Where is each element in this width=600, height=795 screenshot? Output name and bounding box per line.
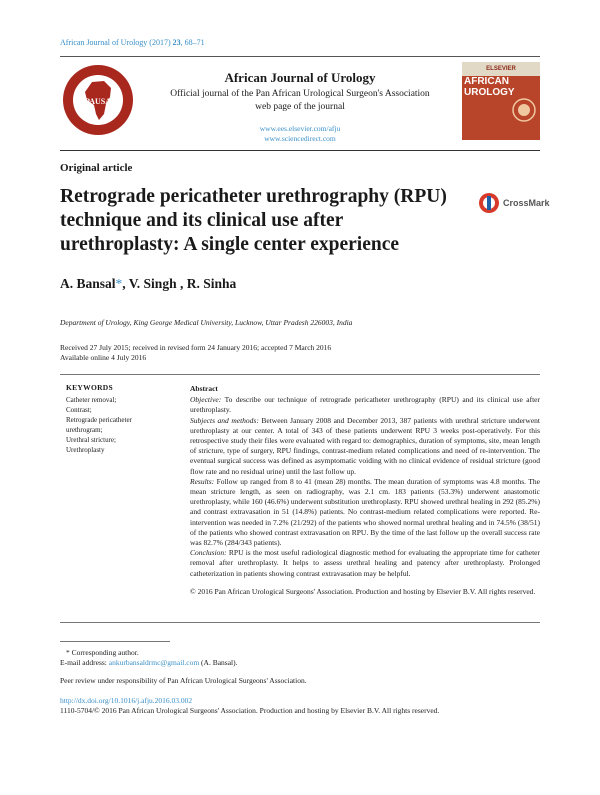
results-label: Results: [190,476,215,486]
cover-journal-name [464,76,538,98]
author-bansal: A. Bansal [60,276,116,291]
running-head-volume: 23 [172,38,181,47]
corresponding-mark[interactable]: * [115,276,123,291]
cover-name-line1: AFRICAN [464,76,509,87]
authors-rest: , V. Singh , R. Sinha [122,276,237,291]
subjects-label: Subjects and methods: [190,415,259,425]
corresponding-author: * Corresponding author. [66,648,139,657]
masthead-rule [60,150,540,151]
journal-subtitle-line2: web page of the journal [255,101,345,112]
email-label: E-mail address: [60,658,109,667]
conclusion-label: Conclusion: [190,548,227,558]
article-type: Original article [60,162,133,174]
footnote-rule [60,641,170,642]
objective-text: To describe our technique of retrograde pericatheter urethrography (RPU) and its clinical use after urethroplasty. [190,395,540,415]
issn-copyright: 1110-5704/© 2016 Pan African Urological Surgeons' Association. Production and hosting by Elsevier B.V. All rights reserved. [60,706,440,715]
email-line [60,658,238,668]
svg-text:PAUSA: PAUSA [84,97,112,106]
running-head [60,38,205,47]
keyword-item: Catheter removal; [66,396,117,404]
keywords-heading: KEYWORDS [66,383,113,392]
keyword-item: Contrast; [66,406,92,414]
conclusion-text: RPU is the most useful radiological diagnostic method for evaluating the appropriate time for catheter removal after urethroplasty. It helps to assess urethral healing and patency after urethroplasty. Prolonged catheterization in patients showing contrast extravasation may be helpful. [190,548,540,578]
journal-cover [462,62,540,140]
abstract-results [190,477,540,548]
society-logo [62,64,134,136]
keyword-item: Retrograde pericatheter [66,416,132,424]
email-suffix: (A. Bansal). [199,658,238,667]
cover-publisher: ELSEVIER [462,62,540,76]
running-head-pages: , 68–71 [180,38,205,47]
abstract-top-rule [60,374,540,375]
running-head-journal: African Journal of Urology (2017) [60,38,171,47]
link-ees[interactable]: www.ees.elsevier.com/afju [259,124,341,133]
abstract [190,384,540,597]
link-sciencedirect[interactable]: www.sciencedirect.com [264,134,336,143]
crossmark-icon [478,192,500,214]
dates-received: Received 27 July 2015; received in revised form 24 January 2016; accepted 7 March 2016 [60,343,332,352]
dates-online: Available online 4 July 2016 [60,353,147,362]
cover-emblem-icon [512,98,536,122]
journal-subtitle [150,88,450,113]
abstract-bottom-rule [60,622,540,623]
abstract-objective [190,395,540,415]
journal-links [150,124,450,144]
crossmark-badge[interactable] [478,192,550,214]
journal-title: African Journal of Urology [224,70,376,85]
cover-name-line2: UROLOGY [464,87,515,98]
article-title: Retrograde pericatheter urethrography (RPU) technique and its clinical use after urethroplasty: A single center experience [60,186,447,255]
abstract-conclusion [190,548,540,579]
abstract-heading: Abstract [190,384,218,393]
affiliation: Department of Urology, King George Medical University, Lucknow, Uttar Pradesh 226003, India [60,318,353,327]
results-text: Follow up ranged from 8 to 41 (mean 28) months. The mean duration of symptoms was 4.8 months. The mean stricture length, as seen on radiography, was 2.1 cm. 183 patients (53.3%) underwent anastomotic urethroplasty, while 160 (46.6%) underwent substitution urethroplasty. RPU showed urethral healing in 292 (85.2%) and contrast extravasation in 51 (14.8%) patients. No contrast-medium related complications were reported. Re-intervention was needed in 7.2% (21/292) of the patients who showed normal urethral healing and in 74.5% (38/51) of the patients who showed contrast extravasation on RPU. By the time of the last follow up the overall success rate was 82.7% (284/343 patients). [190,476,540,548]
authors [60,276,236,292]
objective-label: Objective: [190,395,222,405]
abstract-subjects [190,416,540,477]
top-rule [60,56,540,57]
keyword-item: urethrogram; [66,426,103,434]
subjects-text: Between January 2008 and December 2013, 387 patients with urethral stricture underwent urethroplasty at our center. A total of 343 of these patients underwent RPU 3 weeks post-operatively. For this retrospective study their files were evaluated with regard to: demographics, duration of symptoms, site, mean length of stricture, type of surgery, RPU findings, contrast-medium related complications and need of re-intervention. The eventual surgical success was defined as asymptomatic voiding with no clinical evidence of residual stricture (good flow rate and no residual urine) until the last follow up. [190,415,540,476]
doi-link[interactable]: http://dx.doi.org/10.1016/j.afju.2016.03.002 [60,696,193,705]
footnote [60,648,238,668]
abstract-copyright: © 2016 Pan African Urological Surgeons' Association. Production and hosting by Elsevier B.V. All rights reserved. [190,586,536,596]
keywords-list [66,395,176,455]
journal-subtitle-line1: Official journal of the Pan African Urological Surgeon's Association [170,89,430,99]
keyword-item: Urethral stricture; [66,436,116,444]
article-dates [60,343,331,363]
keyword-item: Urethroplasty [66,446,105,454]
crossmark-label: CrossMark [503,198,550,208]
peer-review-note: Peer review under responsibility of Pan African Urological Surgeons' Association. [60,676,307,685]
email-link[interactable]: ankurbansaldrmc@gmail.com [108,658,200,667]
